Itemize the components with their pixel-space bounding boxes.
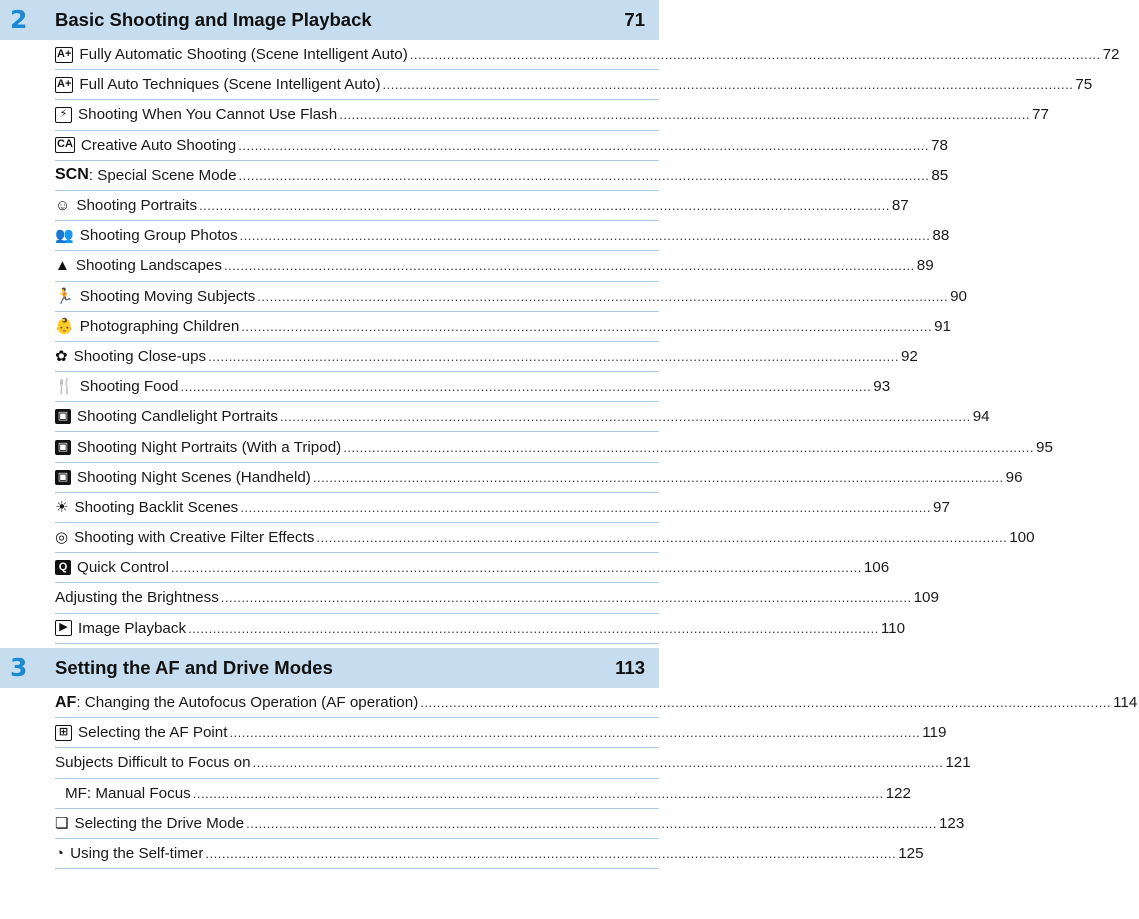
dot-leader: ........................................................................................................................................................................ — [382, 77, 1074, 93]
toc-entry[interactable] — [55, 251, 934, 281]
chapter-2-header[interactable] — [0, 0, 659, 40]
toc-entry-page-number: 125 — [898, 845, 924, 863]
chapter-2-entries — [55, 40, 1120, 644]
toc-entry-label: Shooting Group Photos — [79, 227, 238, 245]
dot-leader: ........................................................................................................................................................................ — [238, 167, 930, 183]
toc-entry-label: : Special Scene Mode — [88, 166, 237, 184]
chapter-title: Setting the AF and Drive Modes — [55, 657, 333, 678]
toc-entry-label: Photographing Children — [79, 317, 240, 335]
toc-entry-page-number: 78 — [931, 136, 948, 154]
toc-entry[interactable] — [55, 809, 965, 839]
dot-leader: ........................................................................................................................................................................ — [257, 288, 949, 304]
toc-entry-label: Shooting Portraits — [76, 197, 198, 215]
toc-entry[interactable] — [55, 312, 951, 342]
toc-entry-page-number: 85 — [931, 166, 949, 184]
toc-entry[interactable] — [55, 131, 948, 161]
dot-leader: ........................................................................................................................................................................ — [205, 846, 897, 862]
af-point-icon: ⊞ — [55, 725, 72, 741]
dot-leader: ........................................................................................................................................................................ — [229, 725, 921, 741]
handheld-night-scene-icon: ▣ — [55, 470, 71, 485]
chapter-title: Basic Shooting and Image Playback — [55, 9, 372, 30]
dot-leader: ........................................................................................................................................................................ — [420, 695, 1112, 711]
toc-entry-page-number: 91 — [934, 317, 951, 335]
toc-entry-label: Shooting Food — [79, 378, 179, 396]
toc-entry[interactable] — [55, 523, 1035, 553]
dot-leader: ........................................................................................................................................................................ — [239, 228, 931, 244]
dot-leader: ........................................................................................................................................................................ — [199, 198, 890, 214]
toc-entry-page-number: 122 — [885, 784, 911, 802]
toc-entry-page-number: 77 — [1032, 106, 1049, 124]
toc-entry-page-number: 88 — [932, 227, 950, 245]
toc-entry-page-number: 89 — [916, 257, 934, 275]
flash-off-icon: ⚡ — [55, 107, 72, 123]
toc-entry-page-number: 95 — [1036, 438, 1053, 456]
toc-entry-page-number: 109 — [913, 589, 939, 607]
scn-mode-icon: SCN — [55, 166, 89, 184]
playback-icon: ▶ — [55, 620, 72, 636]
toc-entry-label: Shooting Night Portraits (With a Tripod) — [77, 438, 342, 456]
dot-leader: ........................................................................................................................................................................ — [312, 469, 1004, 485]
toc-entry-label: Shooting with Creative Filter Effects — [74, 529, 315, 547]
toc-entry-page-number: 94 — [972, 408, 990, 426]
chapter-page-number: 71 — [624, 9, 645, 30]
chapter-3-header[interactable] — [0, 648, 659, 688]
candlelight-icon: ▣ — [55, 409, 71, 424]
toc-entry-page-number: 97 — [933, 498, 950, 516]
toc-entry[interactable] — [55, 402, 990, 432]
group-photo-icon: 👥 — [55, 227, 74, 245]
dot-leader: ........................................................................................................................................................................ — [180, 379, 872, 395]
backlight-hdr-icon: ☀ — [55, 498, 69, 516]
toc-entry-label: Selecting the Drive Mode — [74, 814, 245, 832]
chapter-3-entries — [55, 688, 1138, 869]
quick-control-icon: Q — [55, 560, 71, 575]
toc-entry-label: Shooting Night Scenes (Handheld) — [77, 468, 311, 486]
chapter-number: 3 — [10, 653, 28, 682]
dot-leader: ........................................................................................................................................................................ — [279, 409, 971, 425]
scene-intelligent-auto-icon: A+ — [55, 77, 73, 93]
toc-entry[interactable] — [55, 583, 939, 613]
toc-entry-label: Shooting Moving Subjects — [79, 287, 256, 305]
toc-entry-label: Shooting Candlelight Portraits — [77, 408, 278, 426]
toc-entry-label: Full Auto Techniques (Scene Intelligent Auto) — [79, 76, 381, 94]
toc-entry[interactable] — [55, 40, 1120, 70]
dot-leader: ........................................................................................................................................................................ — [409, 47, 1101, 63]
toc-entry-label: MF: Manual Focus — [65, 784, 191, 802]
drive-mode-icon: ❏ — [55, 814, 69, 832]
toc-entry[interactable] — [55, 493, 950, 523]
toc-entry[interactable] — [55, 463, 1023, 493]
toc-entry-label: Shooting Backlit Scenes — [74, 498, 239, 516]
dot-leader: ........................................................................................................................................................................ — [339, 107, 1030, 123]
toc-entry[interactable] — [55, 432, 1053, 462]
dot-leader: ........................................................................................................................................................................ — [208, 348, 899, 364]
dot-leader: ........................................................................................................................................................................ — [220, 590, 912, 606]
toc-entry-label: Fully Automatic Shooting (Scene Intelligent Auto) — [79, 46, 408, 64]
dot-leader: ........................................................................................................................................................................ — [241, 318, 933, 334]
toc-entry[interactable] — [55, 748, 971, 778]
children-icon: 👶 — [55, 317, 74, 335]
toc-entry[interactable] — [55, 614, 906, 644]
toc-entry-page-number: 72 — [1102, 46, 1120, 64]
toc-entry[interactable] — [55, 70, 1093, 100]
dot-leader: ........................................................................................................................................................................ — [252, 755, 944, 771]
toc-entry-page-number: 87 — [891, 197, 909, 215]
toc-entry-page-number: 92 — [900, 347, 918, 365]
dot-leader: ........................................................................................................................................................................ — [188, 620, 879, 636]
toc-entry-label: Selecting the AF Point — [78, 724, 228, 742]
close-up-icon: ✿ — [55, 347, 68, 365]
toc-entry[interactable] — [55, 342, 918, 372]
toc-entry-page-number: 93 — [873, 378, 891, 396]
toc-entry-label: Shooting When You Cannot Use Flash — [78, 106, 338, 124]
toc-entry-page-number: 75 — [1075, 76, 1093, 94]
toc-entry-label: Using the Self-timer — [70, 845, 204, 863]
toc-entry-label: Shooting Close-ups — [73, 347, 207, 365]
toc-entry-page-number: 106 — [863, 559, 890, 577]
dot-leader: ........................................................................................................................................................................ — [171, 560, 862, 576]
food-icon: 🍴 — [55, 378, 74, 396]
dot-leader: ........................................................................................................................................................................ — [238, 137, 930, 153]
toc-entry[interactable] — [55, 161, 949, 191]
af-icon: AF — [55, 693, 77, 711]
toc-entry[interactable] — [55, 779, 911, 809]
night-portrait-icon: ▣ — [55, 440, 71, 455]
toc-entry-page-number: 121 — [945, 754, 971, 772]
chapter-page-number: 113 — [615, 657, 645, 678]
self-timer-icon: ◔ — [55, 845, 65, 863]
toc-entry-label: Shooting Landscapes — [75, 257, 222, 275]
toc-entry[interactable] — [55, 221, 950, 251]
toc-entry-label: Creative Auto Shooting — [80, 136, 237, 154]
sports-icon: 🏃 — [55, 287, 74, 305]
toc-entry-page-number: 123 — [938, 814, 965, 832]
toc-entry-page-number: 90 — [950, 287, 967, 305]
dot-leader: ........................................................................................................................................................................ — [246, 815, 937, 831]
landscape-icon: ▲ — [55, 257, 70, 275]
dot-leader: ........................................................................................................................................................................ — [240, 499, 932, 515]
toc-entry[interactable] — [55, 839, 924, 869]
toc-entry-page-number: 110 — [880, 619, 906, 637]
toc-entry-label: : Changing the Autofocus Operation (AF operation) — [76, 694, 419, 712]
chapter-number: 2 — [10, 5, 28, 34]
toc-entry[interactable] — [55, 282, 967, 312]
creative-filter-icon: ◎ — [55, 529, 69, 547]
toc-entry-label: Image Playback — [78, 619, 187, 637]
scene-intelligent-auto-icon: A+ — [55, 47, 73, 63]
toc-entry[interactable] — [55, 718, 947, 748]
portrait-icon: ☺ — [55, 197, 71, 215]
toc-entry-page-number: 119 — [922, 724, 947, 742]
toc-entry[interactable] — [55, 688, 1138, 718]
dot-leader: ........................................................................................................................................................................ — [223, 258, 915, 274]
toc-entry-label: Subjects Difficult to Focus on — [55, 754, 251, 772]
toc-entry[interactable] — [55, 191, 909, 221]
toc-entry-page-number: 96 — [1005, 468, 1023, 486]
dot-leader: ........................................................................................................................................................................ — [316, 530, 1008, 546]
toc-entry-page-number: 114 — [1113, 694, 1138, 712]
toc-entry[interactable] — [55, 372, 891, 402]
dot-leader: ........................................................................................................................................................................ — [343, 439, 1034, 455]
toc-entry[interactable] — [55, 100, 1049, 130]
toc-entry-label: Quick Control — [77, 559, 170, 577]
creative-auto-icon: CA — [55, 137, 75, 153]
dot-leader: ........................................................................................................................................................................ — [192, 785, 884, 801]
toc-entry[interactable] — [55, 553, 890, 583]
toc-entry-label: Adjusting the Brightness — [55, 589, 219, 607]
toc-entry-page-number: 100 — [1009, 529, 1035, 547]
